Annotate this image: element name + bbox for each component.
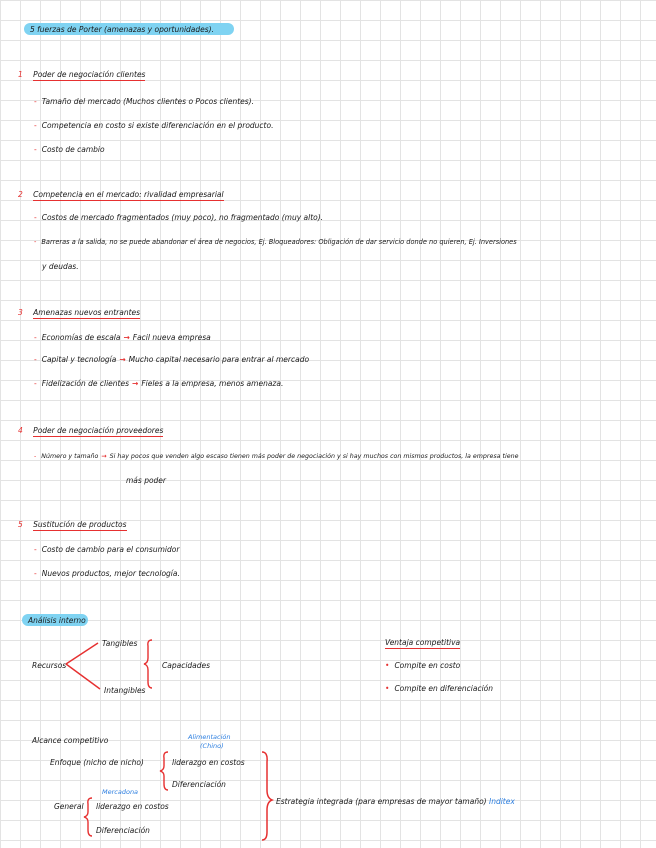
brace-icon bbox=[262, 752, 272, 840]
intangibles-label: Intangibles bbox=[104, 686, 146, 695]
list-item: • Compite en costo bbox=[385, 661, 461, 670]
diferenciacion-label: Diferenciación bbox=[172, 780, 226, 789]
tangibles-label: Tangibles bbox=[102, 639, 138, 648]
diferenciacion2-label: Diferenciación bbox=[96, 826, 150, 835]
section-number: 5 bbox=[18, 520, 23, 529]
enfoque-label: Enfoque (nicho de nicho) bbox=[50, 758, 144, 767]
arrow-right-icon: → bbox=[119, 355, 126, 364]
alimentacion-sub: (Chino) bbox=[200, 742, 224, 750]
arrow-right-icon: → bbox=[132, 379, 139, 388]
list-item: - Número y tamaño → Si hay pocos que venden algo escaso tienen más poder de negociación y si hay muchos con mismos productos, la empresa tiene bbox=[34, 453, 519, 460]
brace-icon bbox=[84, 798, 92, 836]
liderazgo2-label: liderazgo en costos bbox=[96, 802, 169, 811]
list-item: - Barreras a la salida, no se puede abandonar el área de negocios, Ej. Bloqueadores: Obligación de dar servicio donde no quieren, Ej. Inversiones bbox=[34, 238, 517, 246]
general-label: General bbox=[54, 802, 84, 811]
section-number: 1 bbox=[18, 70, 23, 79]
ventaja-title: Ventaja competitiva bbox=[385, 638, 461, 647]
section-heading: Sustitución de productos bbox=[33, 520, 127, 529]
branch-line bbox=[66, 643, 98, 664]
page-title: 5 fuerzas de Porter (amenazas y oportunidades). bbox=[30, 25, 214, 34]
list-item: • Compite en diferenciación bbox=[385, 684, 494, 693]
list-item: más poder bbox=[126, 476, 167, 485]
branch-line bbox=[66, 664, 100, 689]
list-item: - Fidelización de clientes → Fieles a la empresa, menos amenaza. bbox=[34, 379, 284, 388]
list-item: - Competencia en costo si existe diferenciación en el producto. bbox=[34, 121, 274, 130]
estrategia-label: Estrategia integrada (para empresas de mayor tamaño) Inditex bbox=[276, 797, 515, 806]
liderazgo-label: liderazgo en costos bbox=[172, 758, 245, 767]
section-number: 4 bbox=[18, 426, 23, 435]
section-heading: Poder de negociación clientes bbox=[33, 70, 146, 79]
section-heading: Amenazas nuevos entrantes bbox=[33, 308, 141, 317]
list-item: - Costos de mercado fragmentados (muy poco), no fragmentado (muy alto). bbox=[34, 213, 324, 222]
list-item: - Costo de cambio para el consumidor bbox=[34, 545, 180, 554]
section-heading: Poder de negociación proveedores bbox=[33, 426, 164, 435]
arrow-right-icon: → bbox=[123, 333, 130, 342]
capacidades-label: Capacidades bbox=[162, 661, 211, 670]
list-item: - Nuevos productos, mejor tecnología. bbox=[34, 569, 180, 578]
section-number: 2 bbox=[18, 190, 23, 199]
section-number: 3 bbox=[18, 308, 23, 317]
internal-title: Análisis interno bbox=[28, 616, 86, 625]
list-item: y deudas. bbox=[42, 262, 79, 271]
alcance-title: Alcance competitivo bbox=[32, 736, 109, 745]
section-heading: Competencia en el mercado: rivalidad empresarial bbox=[33, 190, 224, 199]
brace-icon bbox=[160, 752, 168, 790]
list-item: - Capital y tecnología → Mucho capital necesario para entrar al mercado bbox=[34, 355, 310, 364]
list-item: - Tamaño del mercado (Muchos clientes o Pocos clientes). bbox=[34, 97, 254, 106]
arrow-right-icon: → bbox=[101, 453, 107, 460]
recursos-label: Recursos bbox=[32, 661, 67, 670]
list-item: - Economías de escala → Facil nueva empresa bbox=[34, 333, 211, 342]
list-item: - Costo de cambio bbox=[34, 145, 105, 154]
alimentacion-label: Alimentación bbox=[188, 733, 231, 741]
mercadona-label: Mercadona bbox=[102, 788, 139, 796]
brace-icon bbox=[144, 640, 152, 688]
